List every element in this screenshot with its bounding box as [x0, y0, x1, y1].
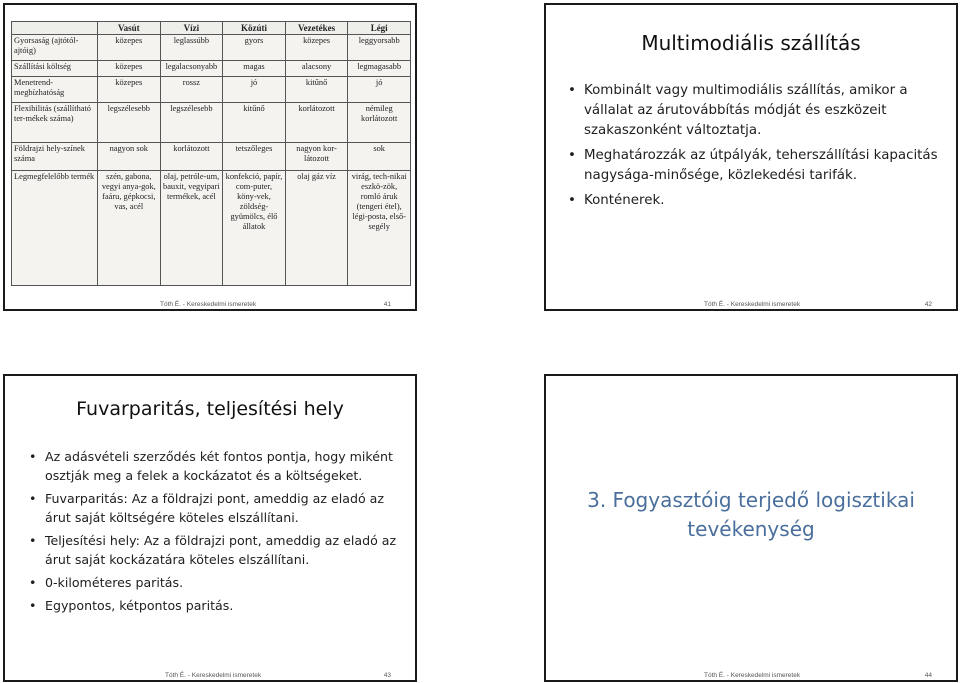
table-cell: jó [223, 77, 286, 103]
column-header: Vezetékes [285, 22, 348, 35]
bullet-item: • Konténerek. [566, 191, 946, 211]
row-header: Flexibilitás (szállítható ter-mékek száma) [12, 103, 98, 143]
footer-author: Tóth É. - Kereskedelmi ismeretek [704, 301, 801, 308]
table-cell: legmagasabb [348, 61, 411, 77]
bullet-item: • Az adásvételi szerződés két fontos pontja, hogy miként osztják meg a felek a kockázatot és a költségeket. [27, 447, 399, 485]
table-cell: korlátozott [285, 103, 348, 143]
bullet-item: • Teljesítési hely: Az a földrajzi pont, ameddig az eladó az árut saját kockázatára köteles elszállítani. [27, 531, 399, 569]
table-cell: virág, tech-nikai eszkö-zök, romló áruk (tengeri étel), légi-posta, első-segély [348, 171, 411, 286]
table-cell: legszélesebb [98, 103, 161, 143]
table-cell: sok [348, 143, 411, 171]
slide-number: 41 [383, 301, 391, 308]
slide-number: 42 [924, 301, 932, 308]
bullet-list [27, 447, 399, 619]
table-cell: tetszőleges [223, 143, 286, 171]
table-cell: nagyon sok [98, 143, 161, 171]
table-cell: közepes [98, 61, 161, 77]
table [11, 21, 411, 286]
slide-title: Multimodiális szállítás [641, 31, 861, 55]
row-header: Szállítási költség [12, 61, 98, 77]
table-cell: némileg korlátozott [348, 103, 411, 143]
footer-author: Tóth É. - Kereskedelmi ismeretek [160, 301, 257, 308]
slide-number: 43 [383, 672, 391, 679]
table-cell: magas [223, 61, 286, 77]
table-row [12, 77, 411, 103]
row-header: Gyorsaság (ajtótól- ajtóig) [12, 35, 98, 61]
table-cell: kitűnő [285, 77, 348, 103]
table-cell: konfekció, papír, com-puter, köny-vek, zöldség-gyümölcs, élő állatok [223, 171, 286, 286]
table-cell: közepes [98, 35, 161, 61]
footer-author: Tóth É. - Kereskedelmi ismeretek [704, 672, 801, 679]
slide-title: Fuvarparitás, teljesítési hely [76, 398, 344, 420]
table-row [12, 35, 411, 61]
table-cell: jó [348, 77, 411, 103]
bullet-item: • Fuvarparitás: Az a földrajzi pont, ameddig az eladó az árut saját költségére köteles elszállítani. [27, 489, 399, 527]
table-cell: közepes [285, 35, 348, 61]
bullet-item: • Meghatározzák az útpályák, teherszállítási kapacitás nagysága-minősége, közlekedési tarifák. [566, 146, 946, 186]
section-title: 3. Fogyasztóig terjedő logisztikai tevékenység [587, 488, 915, 541]
table-cell: kitűnő [223, 103, 286, 143]
table-cell: legszélesebb [160, 103, 223, 143]
column-header: Légi [348, 22, 411, 35]
column-header [12, 22, 98, 35]
bullet-item: • 0-kilométeres paritás. [27, 573, 399, 592]
bullet-item: • Egypontos, kétpontos paritás. [27, 596, 399, 615]
table-cell: olaj gáz víz [285, 171, 348, 286]
footer-author: Tóth É. - Kereskedelmi ismeretek [165, 672, 262, 679]
table-row [12, 61, 411, 77]
table-cell: olaj, petróle-um, bauxit, vegyipari termékek, acél [160, 171, 223, 286]
table-cell: legalacsonyabb [160, 61, 223, 77]
column-header: Vasút [98, 22, 161, 35]
table-row [12, 171, 411, 286]
slide-41[interactable] [3, 3, 417, 311]
table-header-row [12, 22, 411, 35]
row-header: Legmegfelelőbb termék [12, 171, 98, 286]
table-cell: korlátozott [160, 143, 223, 171]
table-row [12, 103, 411, 143]
column-header: Vízi [160, 22, 223, 35]
table-cell: rossz [160, 77, 223, 103]
table-row [12, 143, 411, 171]
table-cell: szén, gabona, vegyi anya-gok, faáru, gépkocsi, vas, acél [98, 171, 161, 286]
slide-43[interactable] [3, 374, 417, 682]
table-cell: közepes [98, 77, 161, 103]
slide-number: 44 [924, 672, 932, 679]
bullet-item: • Kombinált vagy multimodiális szállítás, amikor a vállalat az árutovábbítás módját és eszközeit szakaszonként változtatja. [566, 81, 946, 141]
transport-comparison-table [11, 21, 411, 286]
bullet-list [566, 81, 946, 216]
table-cell: gyors [223, 35, 286, 61]
table-cell: leggyorsabb [348, 35, 411, 61]
slide-44[interactable] [544, 374, 958, 682]
table-cell: leglassúbb [160, 35, 223, 61]
row-header: Menetrend-megbízhatóság [12, 77, 98, 103]
table-cell: alacsony [285, 61, 348, 77]
slide-42[interactable] [544, 3, 958, 311]
row-header: Földrajzi hely-színek száma [12, 143, 98, 171]
table-cell: nagyon kor-látozott [285, 143, 348, 171]
column-header: Közúti [223, 22, 286, 35]
